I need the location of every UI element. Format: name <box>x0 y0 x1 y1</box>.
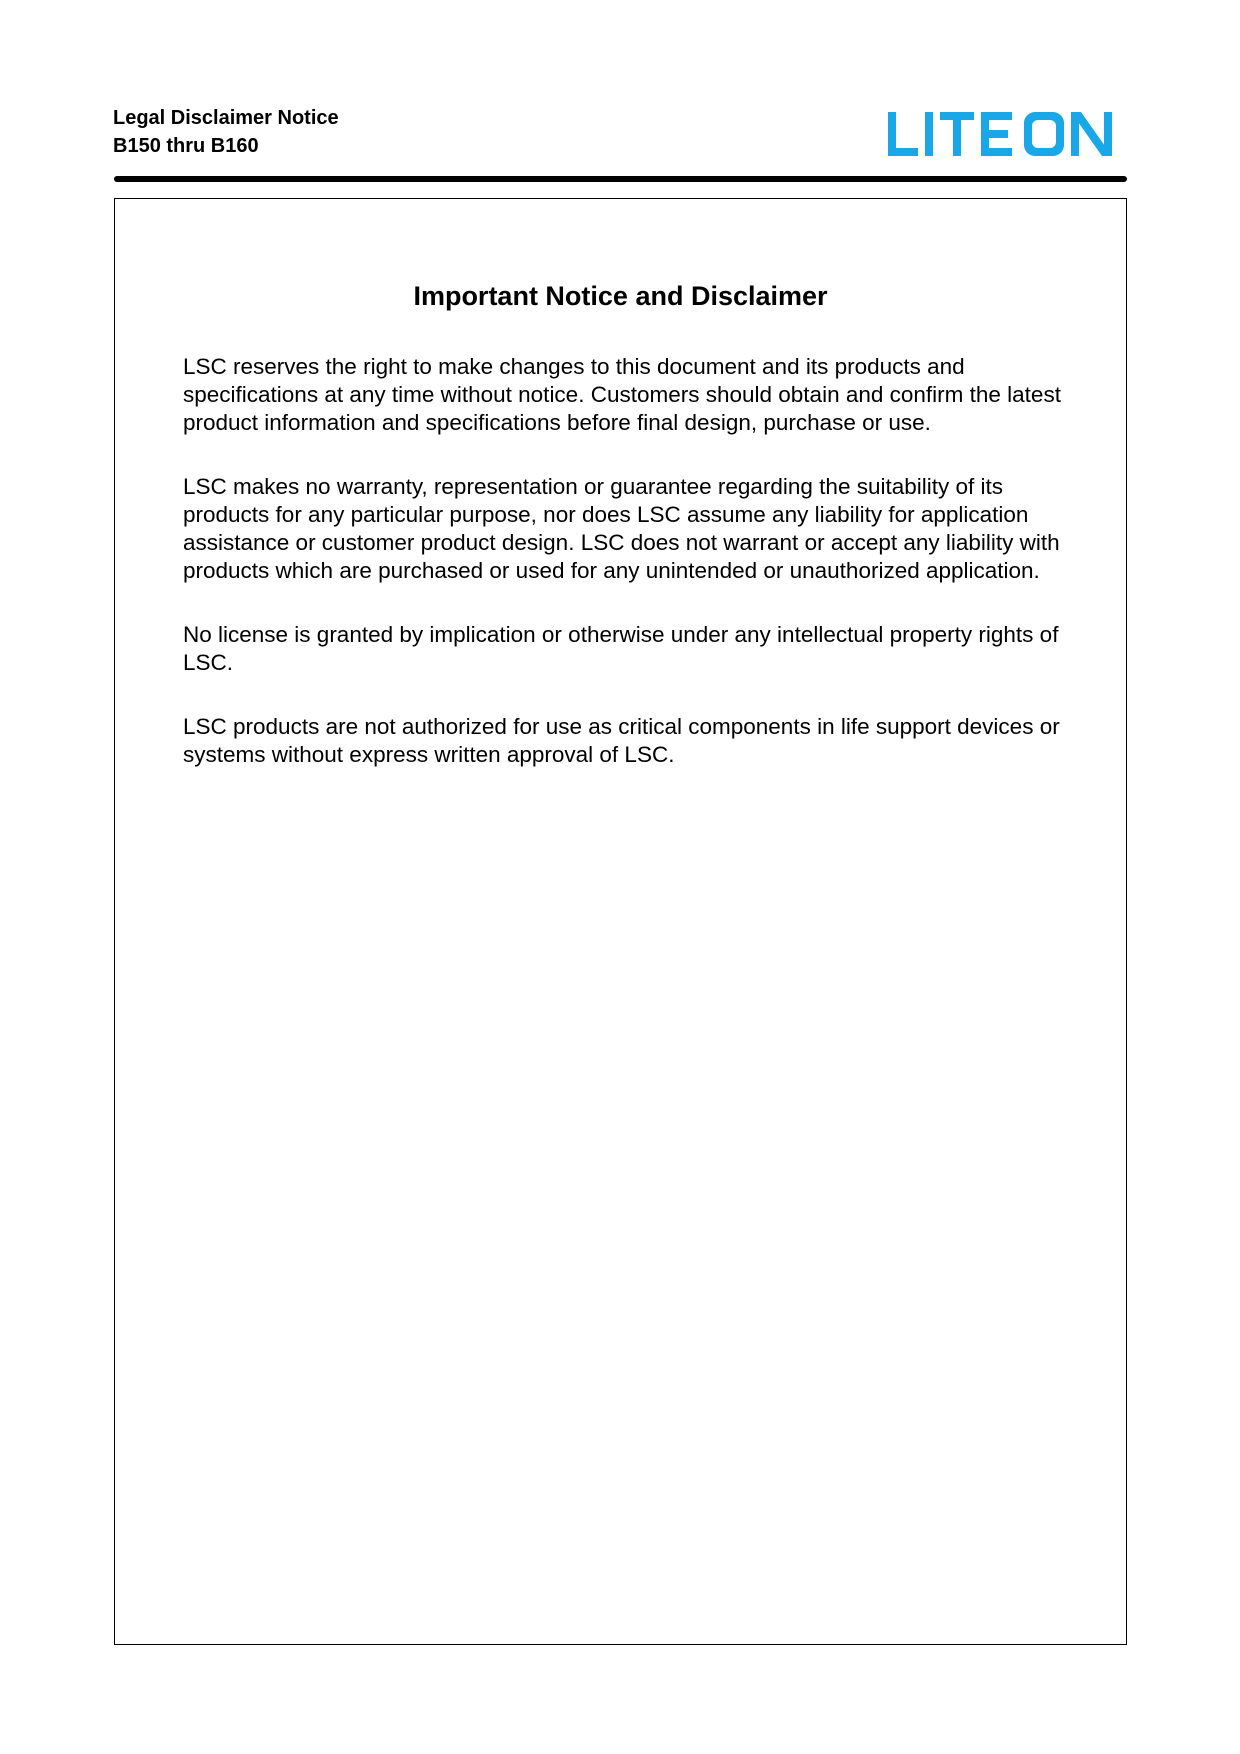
document-header <box>113 104 339 160</box>
header-divider <box>114 176 1127 182</box>
notice-body <box>183 353 1083 805</box>
paragraph-changes: LSC reserves the right to make changes to this document and its products and specifications at any time without notice. Customers should obtain and confirm the latest product information and specifications before final design, purchase or use. <box>183 354 1061 435</box>
notice-title: Important Notice and Disclaimer <box>413 281 828 311</box>
document-title: Legal Disclaimer Notice <box>113 107 339 129</box>
notice-frame <box>114 198 1127 1645</box>
paragraph-life-support: LSC products are not authorized for use as critical components in life support devices or systems without express written approval of LSC. <box>183 714 1060 767</box>
paragraph-warranty: LSC makes no warranty, representation or guarantee regarding the suitability of its products for any particular purpose, nor does LSC assume any liability for application assistance or customer product design. LSC does not warrant or accept any liability with products which are purchased or used for any unintended or unauthorized application. <box>183 474 1060 583</box>
document-part-range: B150 thru B160 <box>113 135 259 157</box>
paragraph-license: No license is granted by implication or otherwise under any intellectual property rights of LSC. <box>183 622 1059 675</box>
liteon-logo <box>888 110 1128 160</box>
